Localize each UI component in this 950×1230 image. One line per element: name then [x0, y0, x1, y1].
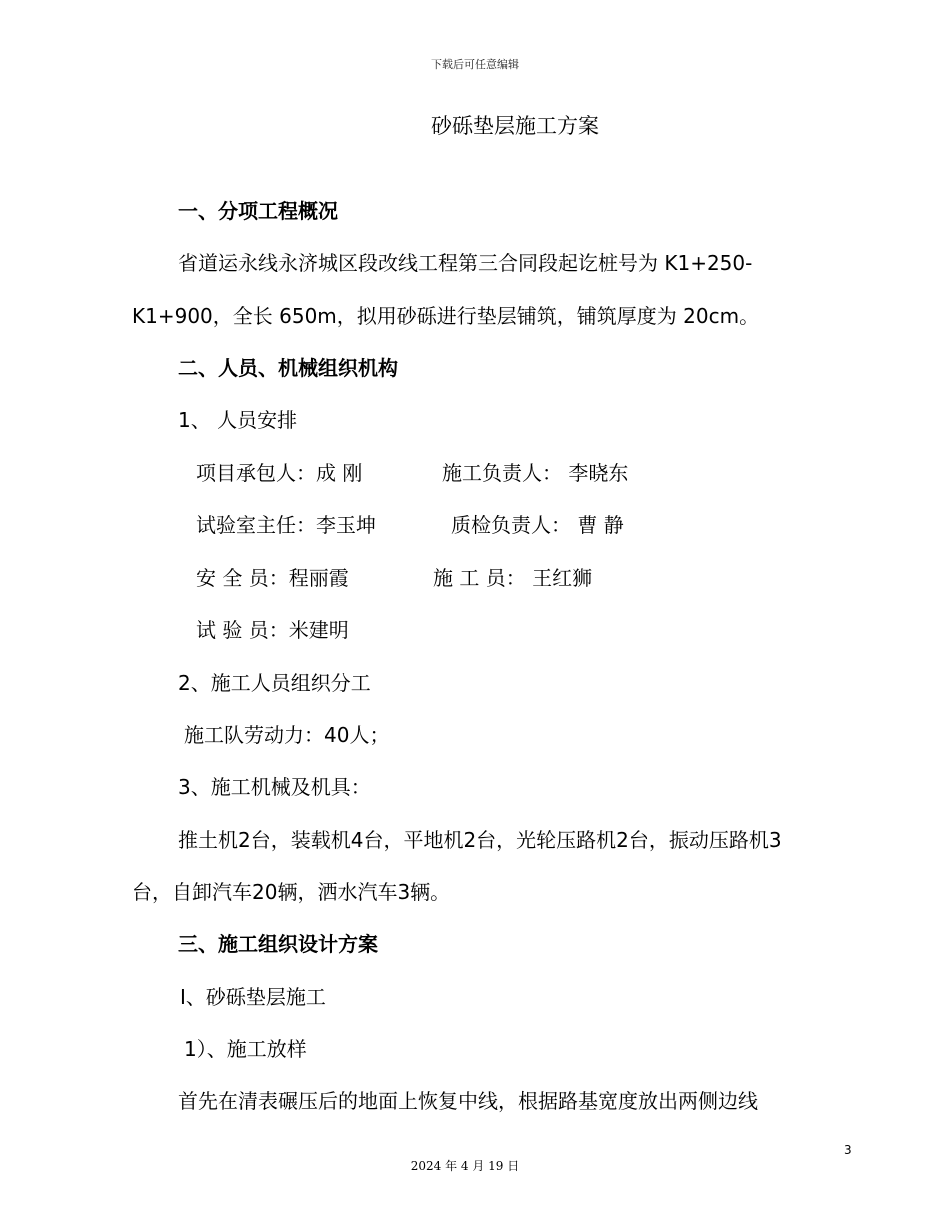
section-1-heading: 一、分项工程概况	[178, 199, 338, 223]
staff-row-3-left: 安 全 员：程丽霞	[196, 566, 349, 590]
machinery-line-1: 推土机2台，装载机4台，平地机2台，光轮压路机2台，振动压路机3	[178, 828, 782, 852]
staff-row-3-right: 施 工 员： 王红狮	[433, 566, 593, 590]
staff-row-1-left: 项目承包人：成 刚	[196, 461, 363, 485]
section-2-heading: 二、人员、机械组织机构	[178, 356, 398, 380]
machinery-line-2: 台，自卸汽车20辆，洒水汽车3辆。	[132, 880, 451, 904]
subsection-staff-arrangement: 1、 人员安排	[178, 408, 298, 432]
staff-row-2-left: 试验室主任：李玉坤	[196, 513, 376, 537]
labor-count: 施工队劳动力：40人；	[184, 723, 390, 747]
page-header-note: 下载后可任意编辑	[431, 58, 519, 71]
footer-date: 2024 年 4 月 19 日	[410, 1159, 520, 1173]
document-title: 砂砾垫层施工方案	[431, 114, 599, 138]
staff-row-1-right: 施工负责人： 李晓东	[442, 461, 629, 485]
subsection-setting-out: 1）、施工放样	[184, 1037, 307, 1061]
section-1-paragraph-line-2: K1+900，全长 650m，拟用砂砾进行垫层铺筑，铺筑厚度为 20cm。	[132, 304, 760, 328]
subsection-labor-division: 2、施工人员组织分工	[178, 671, 371, 695]
staff-row-4-left: 试 验 员：米建明	[196, 618, 349, 642]
subsection-gravel-cushion: Ⅰ、砂砾垫层施工	[180, 985, 326, 1009]
section-3-heading: 三、施工组织设计方案	[178, 932, 378, 956]
setting-out-paragraph: 首先在清表碾压后的地面上恢复中线，根据路基宽度放出两侧边线	[178, 1089, 758, 1113]
subsection-machinery: 3、施工机械及机具：	[178, 775, 371, 799]
section-1-paragraph-line-1: 省道运永线永济城区段改线工程第三合同段起讫桩号为 K1+250-	[178, 251, 753, 275]
page-number: 3	[844, 1143, 852, 1157]
staff-row-2-right: 质检负责人： 曹 静	[451, 513, 624, 537]
